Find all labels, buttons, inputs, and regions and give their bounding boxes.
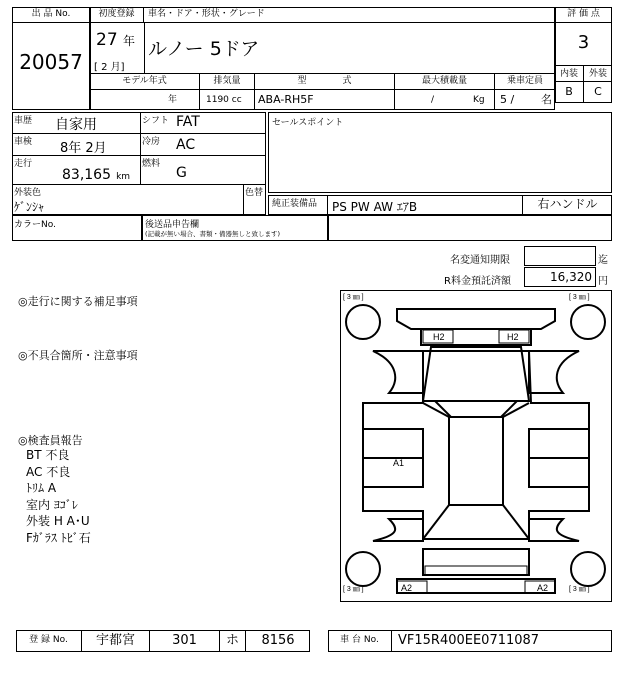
max-load-label: 最大積載量 — [395, 74, 495, 89]
car-diagram-box — [340, 290, 612, 602]
inspector-line: Fｶﾞﾗｽ ﾄﾋﾞ石 — [26, 530, 91, 545]
registration-label: 登 録 No. — [16, 630, 82, 652]
inspection-label: 車検 — [14, 137, 33, 147]
capacity-unit: 名 — [541, 93, 552, 106]
lot-number-label: 出 品 No. — [12, 7, 90, 23]
details-row-line-2 — [12, 155, 266, 156]
vin-value: VF15R400EE0711087 — [398, 633, 540, 648]
defect-notes-title: ◎不具合箇所・注意事項 — [18, 349, 138, 362]
displacement-unit: cc — [231, 95, 242, 105]
model-value: ABA-RH5F — [255, 90, 395, 110]
details-box — [12, 112, 266, 215]
model-year-label: モデル年式 — [90, 74, 200, 89]
inspector-line: 室内 ﾖｺﾞﾚ — [26, 497, 78, 512]
capacity-label: 乗車定員 — [506, 76, 543, 86]
docs-label: 後送品申告欄 — [145, 220, 200, 230]
recycle-value: 16,320 — [524, 267, 596, 287]
details-col-line — [140, 112, 141, 184]
rear-tailgate — [423, 549, 529, 575]
inspector-line: BT 不良 — [26, 448, 70, 462]
shift-label: シフト — [142, 116, 170, 126]
equipment-label: 純正装備品 — [268, 195, 328, 215]
front-fender-right — [529, 351, 579, 393]
interior-grade: B — [555, 82, 584, 103]
color-change-label: 色替 — [245, 188, 264, 198]
rear-fender-right — [529, 519, 579, 541]
color-value: ｹﾞﾝｼｬ — [14, 200, 45, 214]
tire-depth-label: [ 3 ㎜ ] — [343, 294, 364, 301]
first-reg-label: 初度登録 — [90, 7, 144, 23]
color-label: 外装色 — [14, 188, 42, 198]
tire-rear-right — [571, 552, 605, 586]
roof — [449, 417, 503, 505]
name-change-box — [524, 246, 596, 266]
rear-fender-left — [373, 519, 423, 541]
diagram-mark: H2 — [507, 332, 519, 342]
year-value: 27 — [96, 30, 118, 50]
registration-class: 301 — [150, 630, 220, 652]
mileage-unit: km — [116, 172, 131, 182]
history-label: 車歴 — [14, 116, 33, 126]
color-no-label: カラーNo. — [14, 220, 56, 230]
name-change-label: 名変通知期限 — [450, 255, 510, 266]
car-name-cell — [144, 23, 145, 73]
inspector-line: 外装 H A･U — [26, 514, 90, 528]
displacement-label: 排気量 — [200, 74, 255, 89]
interior-label: 内装 — [555, 65, 584, 82]
fuel-label: 燃料 — [142, 159, 161, 169]
lot-number: 20057 — [19, 50, 83, 74]
diagram-mark: A2 — [537, 583, 549, 593]
grade-value: 3 — [577, 32, 590, 53]
capacity-cell — [495, 90, 555, 110]
mileage-label: 走行 — [14, 159, 33, 169]
inspector-report-lines — [26, 447, 91, 546]
body-outline — [363, 351, 589, 539]
fuel-value: G — [176, 165, 187, 181]
hood — [423, 347, 529, 401]
history-value: 自家用 — [55, 117, 97, 133]
model-year-unit: 年 — [90, 90, 200, 110]
color-change-col-line — [243, 184, 244, 215]
registration-number: 8156 — [261, 633, 295, 648]
tire-rear-left — [346, 552, 380, 586]
car-diagram — [341, 291, 611, 601]
sales-point-label: セールスポイント — [272, 118, 344, 128]
tire-depth-label: [ 3 ㎜ ] — [569, 294, 590, 301]
model-label: 型 式 — [255, 74, 395, 89]
rear-plate-box — [425, 566, 527, 575]
diagram-mark: H2 — [433, 332, 445, 342]
displacement-number: 1190 — [206, 95, 229, 105]
running-notes-title: ◎走行に関する補足事項 — [18, 295, 138, 308]
name-change-unit: 迄 — [598, 255, 608, 266]
first-reg-month: [ 2 月] — [94, 62, 125, 73]
inspection-value: 8年 2月 — [60, 141, 107, 156]
grade-label: 評 価 点 — [555, 7, 612, 23]
tire-front-left — [346, 305, 380, 339]
max-load-unit: Kg — [473, 95, 485, 105]
front-bumper — [397, 309, 555, 329]
first-reg-year — [96, 30, 135, 50]
shift-value: FAT — [176, 114, 200, 130]
inspector-report-title: ◎検査員報告 — [18, 434, 83, 447]
tire-depth-label: [ 3 ㎜ ] — [569, 586, 590, 593]
displacement-value — [200, 90, 255, 110]
docs-note: (記載が無い場合、書類・備器無しと致します) — [145, 230, 281, 238]
inspector-line: ﾄﾘﾑ A — [26, 481, 57, 495]
vin-label: 車 台 No. — [328, 630, 392, 652]
mileage-cell — [62, 164, 130, 183]
ac-value: AC — [176, 137, 196, 153]
windshield — [435, 401, 517, 417]
details-row-line-1 — [12, 133, 266, 134]
recycle-unit: 円 — [598, 276, 608, 287]
registration-office: 宇都宮 — [82, 630, 150, 652]
recycle-label: R料金預託済額 — [444, 276, 511, 287]
equipment-value: PS PW AW ｴｱB — [332, 200, 418, 214]
exterior-label: 外装 — [584, 65, 612, 82]
year-unit: 年 — [123, 34, 136, 48]
front-fender-left — [373, 351, 423, 393]
inspector-line: AC 不良 — [26, 464, 71, 479]
ac-label: 冷房 — [142, 137, 161, 147]
max-load-cell — [395, 90, 495, 110]
diagram-mark: A1 — [393, 458, 405, 468]
handle-value: 右ハンドル — [522, 195, 612, 215]
capacity-value: 5 / — [500, 93, 515, 106]
tire-depth-label: [ 3 ㎜ ] — [343, 586, 364, 593]
diagram-mark: A2 — [401, 583, 413, 593]
exterior-grade: C — [594, 85, 602, 98]
registration-kana: ホ — [220, 630, 246, 652]
details-row-line-3 — [12, 184, 266, 185]
car-name: ルノー 5ドア — [148, 38, 260, 60]
docs-extra-box — [328, 215, 612, 241]
tire-front-right — [571, 305, 605, 339]
max-load-sep: / — [431, 95, 435, 105]
car-name-label: 車名・ドア・形状・グレード — [144, 7, 555, 23]
mileage-value: 83,165 — [62, 167, 111, 183]
